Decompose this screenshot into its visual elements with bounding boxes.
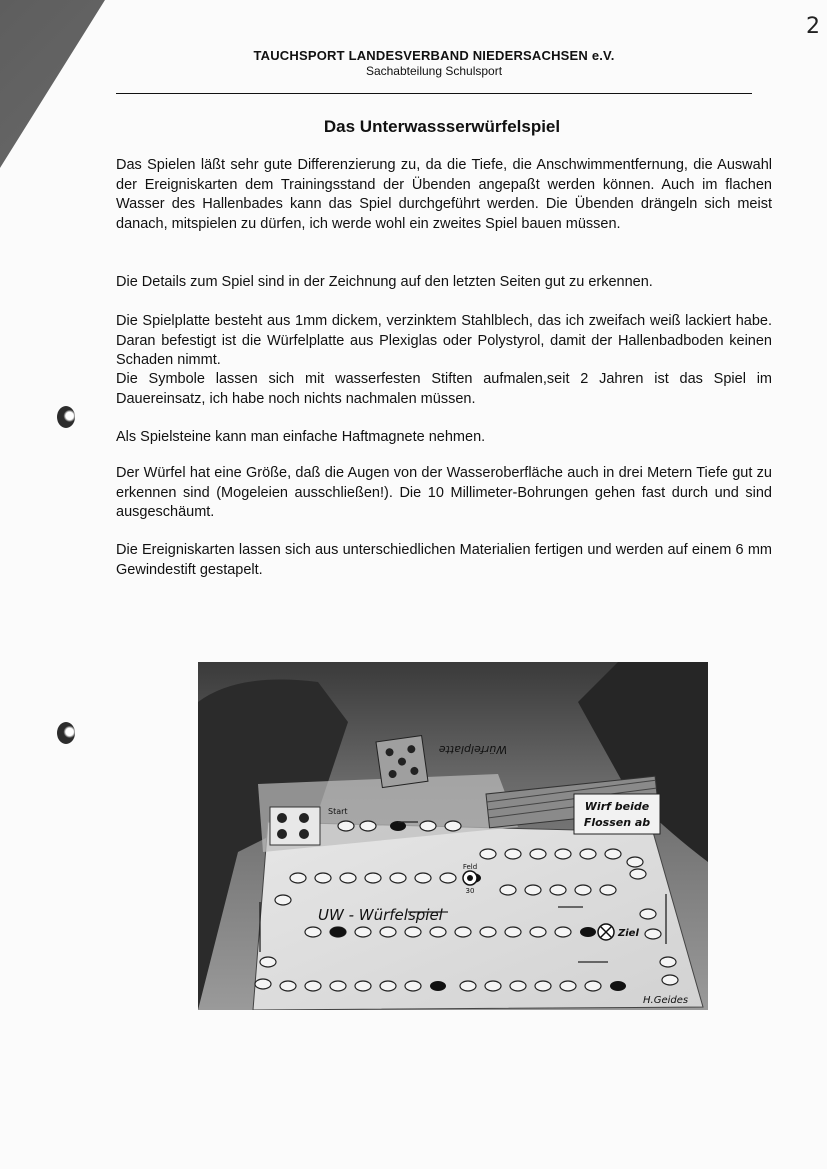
game-board-photo — [198, 662, 708, 1010]
header-divider — [116, 93, 752, 94]
board-title: UW - Würfelspiel — [318, 906, 443, 924]
paragraph-dice: Der Würfel hat eine Größe, daß die Augen von der Wasseroberfläche auch in drei Metern Tiefe gut zu erkennen sind (Mogeleien ausschließen!). Die 10 Millimeter-Bohrungen gehen fast durch und sind ausgeschäumt. — [116, 465, 772, 520]
plate-label: Würfelplatte — [438, 743, 508, 756]
paragraph-plate: Die Spielplatte besteht aus 1mm dickem, verzinktem Stahlblech, das ich zweifach weiß lackiert habe. Daran befestigt ist die Würfelplatte aus Plexiglas oder Polystyrol, damit der Hallenbadboden keinen Schaden nimmt. — [116, 313, 772, 368]
organization-header: TAUCHSPORT LANDESVERBAND NIEDERSACHSEN e.V. — [253, 48, 615, 63]
card-label-line1: Wirf beide — [584, 800, 650, 813]
paragraph-pieces: Als Spielsteine kann man einfache Haftmagnete nehmen. — [116, 429, 486, 445]
goal-label: Ziel — [618, 928, 639, 939]
punch-hole-icon — [57, 722, 75, 744]
paragraph-details: Die Details zum Spiel sind in der Zeichnung auf den letzten Seiten gut zu erkennen. — [116, 274, 653, 290]
paragraph-symbols: Die Symbole lassen sich mit wasserfesten Stiften aufmalen,seit 2 Jahren ist das Spiel im Dauereinsatz, ich habe noch nichts nachmalen müssen. — [116, 371, 772, 407]
page-number: 2 — [806, 14, 820, 39]
punch-hole-icon — [57, 406, 75, 428]
paragraph-cards: Die Ereigniskarten lassen sich aus unterschiedlichen Materialien fertigen und werden auf einem 6 mm Gewindestift gestapelt. — [116, 542, 772, 578]
card-label-line2: Flossen ab — [583, 816, 651, 829]
department-subheader: Sachabteilung Schulsport — [365, 64, 503, 78]
paragraph-intro: Das Spielen läßt sehr gute Differenzierung zu, da die Tiefe, die Anschwimmentfernung, die Auswahl der Ereigniskarten dem Trainingsstand der Übenden angepaßt werden können. Auch im flachen Wasser des Hallenbades kann das Spiel durchgeführt werden. Die Übenden drängeln sich meist danach, mitspielen zu dürfen, ich werde wohl ein zweites Spiel bauen müssen. — [116, 157, 772, 232]
start-label: Start — [328, 807, 348, 816]
document-title: Das Unterwassserwürfelspiel — [323, 117, 561, 136]
field-number: 30 — [465, 887, 475, 895]
field-label: Feld — [462, 863, 478, 871]
signature: H.Geides — [643, 995, 689, 1006]
